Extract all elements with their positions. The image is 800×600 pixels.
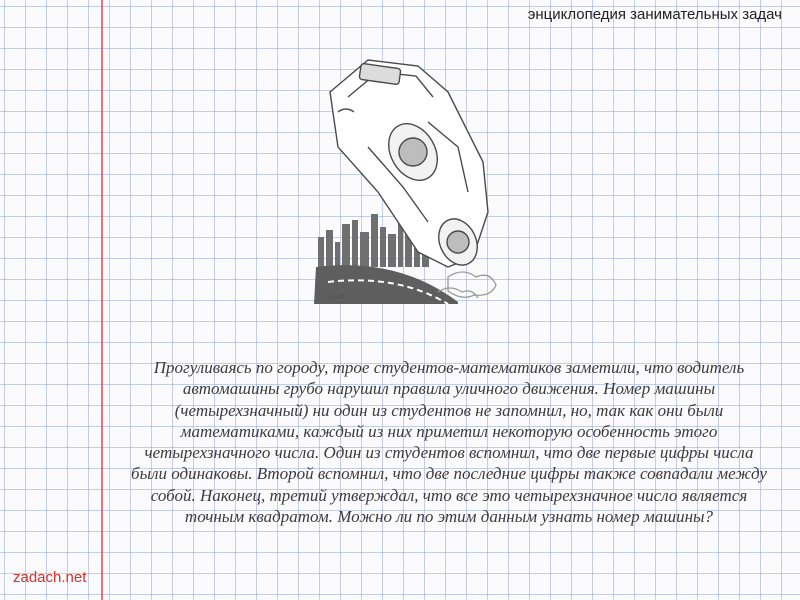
car-city-illustration <box>308 52 504 304</box>
zadach-net-link[interactable]: zadach.net <box>13 569 87 586</box>
problem-statement: Прогуливаясь по городу, трое студентов-математиков заметили, что водитель автомашины грубо нарушил правила уличного движения. Номер машины (четырехзначный) ни один из студентов не запомнил, но, так как они были математиками, каждый из них приметил некоторую особенность этого четырехзначного числа. Один из студентов вспомнил, что две первые цифры числа были одинаковы. Второй вспомнил, что две последние цифры также совпадали между собой. Наконец, третий утверждал, что все это четырехзначное число является точным квадратом. Можно ли по этим данным узнать номер машины? <box>131 358 767 527</box>
site-title: энциклопедия занимательных задач <box>527 6 782 23</box>
notebook-margin-line <box>101 0 103 600</box>
smoke <box>438 272 496 298</box>
illustration-signature: Kosh <box>328 292 345 301</box>
